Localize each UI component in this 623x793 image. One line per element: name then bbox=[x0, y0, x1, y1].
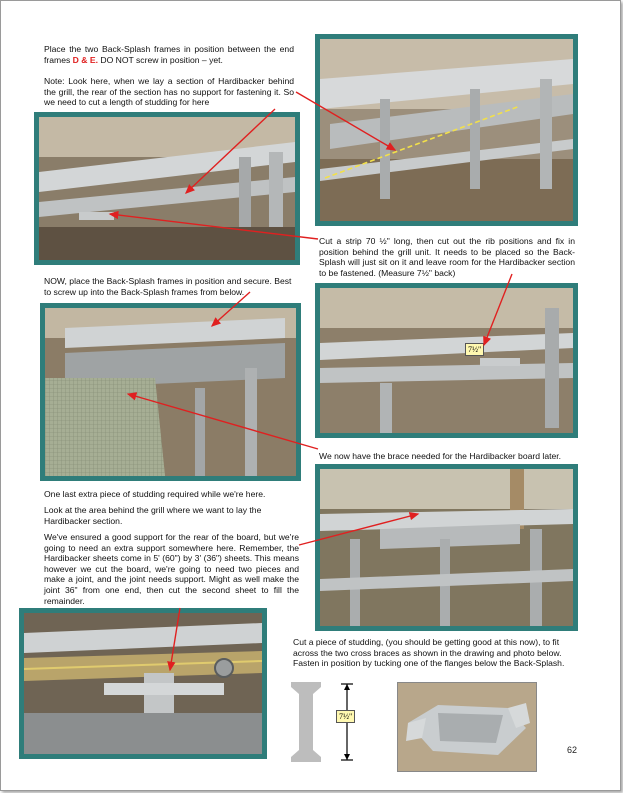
cut-strip-instructions: Cut a strip 70 ½" long, then cut out the rib positions and fix in position behind the grill unit. It needs to be placed so the Back-Splash will just sit on it and leave room for the Hardibacker section to be fastened. (Measure 7½" back) bbox=[319, 236, 575, 278]
photo-joint-support-image bbox=[24, 613, 262, 754]
photo-studding-piece bbox=[397, 682, 537, 772]
photo-brace-measure-image bbox=[320, 288, 573, 433]
photo-backsplash-frames-image bbox=[320, 39, 573, 221]
photo-area-behind-grill bbox=[315, 464, 578, 631]
extra-support-text: We've ensured a good support for the rear of the board, but we're going to need an extra support somewhere here. Remember, the Hardibacker sheets come in 5' (60") by 3' (36") sheets. This means however we cut the board, we're going to need two pieces and make a joint, and the joint needs support. Might as well make the joint 36" from one end, then cut the second sheet to fill the remainder. bbox=[44, 532, 299, 606]
photo-grill-rear-gap bbox=[34, 112, 300, 265]
place-backsplash-text: NOW, place the Back-Splash frames in position and secure. Best to screw up into the Back-Splash frames from below. bbox=[44, 276, 292, 297]
photo-backsplash-secured bbox=[40, 303, 301, 481]
note-no-support: Note: Look here, when we lay a section of Hardibacker behind the grill, the rear of the section has no support for fastening it. So we need to cut a length of studding for here bbox=[44, 76, 294, 108]
photo-joint-support bbox=[19, 608, 267, 759]
photo-studding-piece-image bbox=[398, 683, 536, 771]
look-area-text: Look at the area behind the grill where we want to lay the Hardibacker section. bbox=[44, 505, 262, 526]
measure-label-photo: 7½" bbox=[465, 343, 484, 356]
photo-backsplash-secured-image bbox=[45, 308, 296, 476]
photo-area-behind-grill-image bbox=[320, 469, 573, 626]
studding-drawing bbox=[291, 682, 369, 762]
cut-piece-text: Cut a piece of studding, (you should be getting good at this now), to fit across the two cross braces as shown in the drawing and photo below. Fasten in position by tucking one of the flanges below the Back-Splash. bbox=[293, 637, 565, 669]
measure-label-drawing: 7½" bbox=[336, 710, 355, 723]
highlight-frames-de: D & E. bbox=[72, 54, 98, 65]
photo-brace-measure bbox=[315, 283, 578, 438]
i-beam-diagram bbox=[291, 682, 369, 762]
brace-complete-text: We now have the brace needed for the Hardibacker board later. bbox=[319, 451, 562, 461]
photo-grill-rear-gap-image bbox=[39, 117, 295, 260]
page-number: 62 bbox=[567, 745, 578, 755]
photo-backsplash-frames bbox=[315, 34, 578, 226]
instruction-place-frames: Place the two Back-Splash frames in position between the end frames D & E. DO NOT screw in position – yet. bbox=[44, 44, 294, 65]
extra-studding-text: One last extra piece of studding required while we're here. bbox=[44, 489, 266, 499]
